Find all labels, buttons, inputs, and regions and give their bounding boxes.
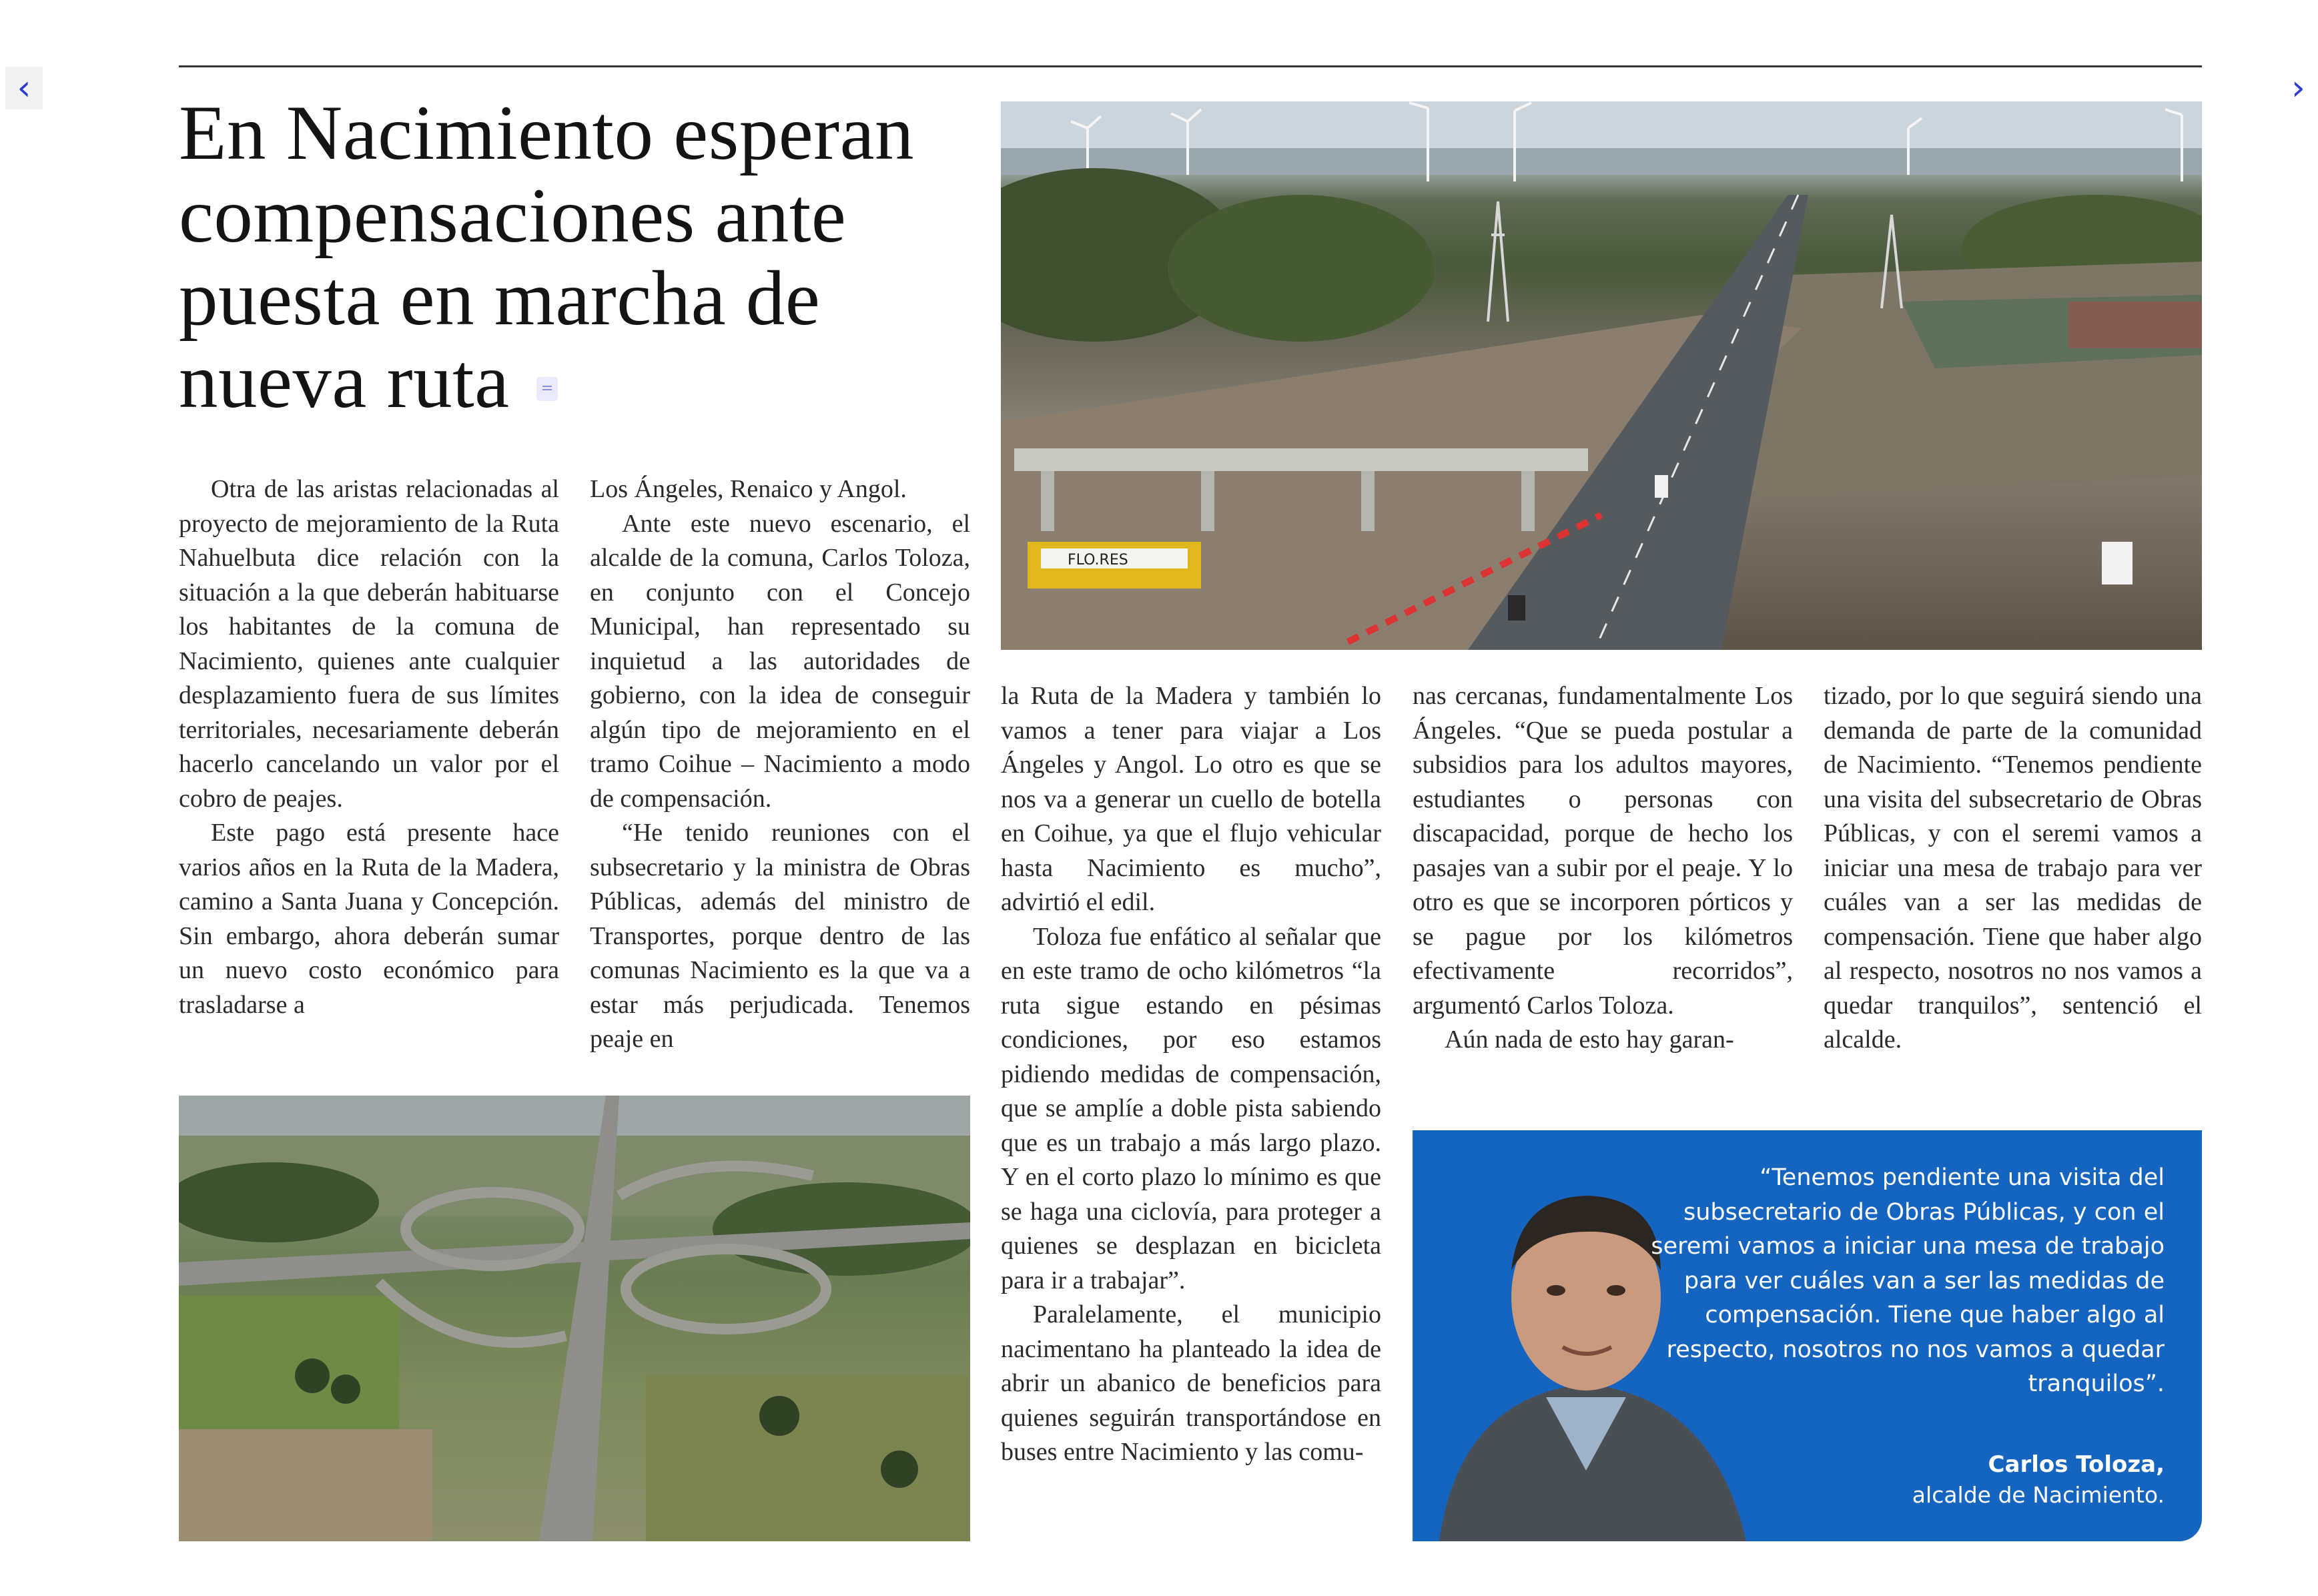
main-photo-highway-construction <box>1001 101 2202 650</box>
pull-quote-attribution <box>1912 1449 2165 1511</box>
paragraph: Ante este nuevo escenario, el alcalde de la comuna, Carlos Toloza, en conjunto con el Concejo Municipal, han representado su inquietud a las autoridades de gobierno, con la idea de conseguir algún tipo de mejoramiento en el tramo Coihue – Nacimiento a modo de compensación. <box>590 509 970 813</box>
paragraph-continuation: nas cercanas, fundamentalmente Los Ángeles. “Que se pueda postular a subsidios para los adultos mayores, estudiantes o personas con discapacidad, porque de hecho los pasajes van a subir por el peaje. Y lo otro es que se incorporen pórticos y se pague por los kilómetros efectivamente recorridos”, argumentó Carlos Toloza. <box>1413 682 1793 1020</box>
pull-quote-box <box>1413 1130 2202 1541</box>
chevron-left-icon: ‹ <box>17 68 31 108</box>
paragraph-continuation: tizado, por lo que seguirá siendo una demanda de parte de la comunidad de Nacimiento. “Tenemos pendiente una visita del subsecretario de Obras Públicas, y con el seremi vamos a iniciar una mesa de trabajo para ver cuáles van a ser las medidas de compensación. Tiene que haber algo al respecto, nosotros no nos vamos a quedar tranquilos”, sentenció el alcalde. <box>1824 682 2202 1054</box>
prev-page-button[interactable] <box>5 67 43 109</box>
article-column-1 <box>179 472 559 1022</box>
paragraph: Otra de las aristas relacionadas al proyecto de mejoramiento de la Ruta Nahuelbuta dice relación con la situación a la que deberán habituarse los habitantes de la comuna de Nacimiento, quienes ante cualquier desplazamiento fuera de sus límites territoriales, necesariamente deberán hacerlo cancelando un valor por el cobro de peajes. <box>179 475 559 813</box>
quote-author-name: Carlos Toloza, <box>1988 1451 2165 1478</box>
interchange-aerial-photo <box>179 1096 970 1541</box>
paragraph-continuation: Los Ángeles, Renaico y Angol. <box>590 475 907 503</box>
paragraph: Aún nada de esto hay garan- <box>1445 1026 1734 1054</box>
paragraph: Paralelamente, el municipio nacimentano ha planteado la idea de abrir un abanico de beneficios para quienes seguirán transportándose en buses entre Nacimiento y las comu- <box>1001 1300 1381 1466</box>
article-column-5 <box>1824 679 2202 1058</box>
pull-quote-text: “Tenemos pendiente una visita del subsecretario de Obras Públicas, y con el seremi vamos a iniciar una mesa de trabajo para ver cuáles van a ser las medidas de compensación. Tiene que haber algo al respecto, nosotros no nos vamos a quedar tranquilos”. <box>1651 1164 2165 1397</box>
next-page-button[interactable] <box>2291 67 2318 109</box>
note-icon[interactable] <box>536 377 558 401</box>
interchange-illustration <box>179 1096 970 1541</box>
article-column-4 <box>1413 679 1793 1058</box>
article-column-2 <box>590 472 970 1057</box>
main-photo-illustration <box>1001 101 2202 650</box>
chevron-right-icon: › <box>2291 68 2305 108</box>
article-column-3 <box>1001 679 1381 1470</box>
paragraph-continuation: la Ruta de la Madera y también lo vamos a tener para viajar a Los Ángeles y Angol. Lo otro es que se nos va a generar un cuello de botella en Coihue, ya que el flujo vehicular hasta Nacimiento es mucho”, advirtió el edil. <box>1001 682 1381 916</box>
headline-text: En Nacimiento esperan compensaciones ante puesta en marcha de nueva ruta <box>179 90 915 424</box>
truck-label: FLO.RES <box>1068 552 1128 568</box>
quote-author-role: alcalde de Nacimiento. <box>1912 1482 2165 1508</box>
paragraph: Toloza fue enfático al señalar que en este tramo de ocho kilómetros “la ruta sigue estando en pésimas condiciones, por eso estamos pidiendo medidas de compensación, que se amplíe a doble pista sabiendo que es un trabajo a más largo plazo. Y en el corto plazo lo mínimo es que se haga una ciclovía, para proteger a quienes se desplazan en bicicleta para ir a trabajar”. <box>1001 922 1381 1294</box>
paragraph: Este pago está presente hace varios años en la Ruta de la Madera, camino a Santa Juana y Concepción. Sin embargo, ahora deberán sumar un nuevo costo económico para trasladarse a <box>179 819 559 1019</box>
article-headline <box>179 92 1000 423</box>
top-rule <box>179 65 2202 67</box>
paragraph: “He tenido reuniones con el subsecretario y la ministra de Obras Públicas, además del ministro de Transportes, porque dentro de las comunas Nacimiento es la que va a estar más perjudicada. Tenemos peaje en <box>590 819 970 1053</box>
